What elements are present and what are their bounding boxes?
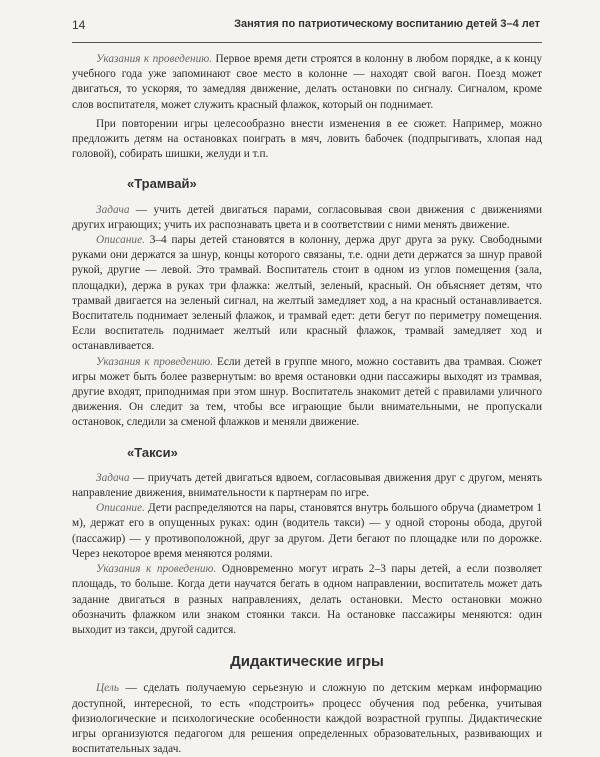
paragraph-text: 3–4 пары детей становятся в колонну, держа друг друга за руку. Свободными руками они держатся за шнур, концы которого связаны, т.е. одни дети держатся за шнур правой рукой, другие — левой. Это трамвай. Воспитатель стоит в одном из углов помещения (зала, площадки), держа в руках три флажка: желтый, зеленый, красный. Он объясняет детям, что трамвай двигается на зеленый сигнал, на желтый замедляет ход, а на красный останавливается. Воспитатель поднимает зеленый флажок, и трамвай едет: дети бегут по периметру помещения. Если воспитатель поднимает желтый или красный флажок, трамвай замедляет ход и останавливается. (72, 234, 542, 353)
task-lead: Задача (96, 203, 130, 216)
paragraph (72, 681, 542, 757)
page-number: 14 (72, 18, 86, 32)
paragraph (72, 471, 542, 501)
paragraph-text: — сделать получаемую серьезную и сложную по детским меркам информацию доступной, интересной, то есть «подстроить» процесс обучения под ребенка, учитывая физиологические и психологические особенности каждой возрастной группы. Дидактические игры организуются педагогом для решения определенных образовательных, развивающих и воспитательных задач. (72, 682, 542, 756)
instructions-lead: Указания к проведению. (96, 53, 213, 65)
section-title-tram: «Трамвай» (127, 176, 197, 192)
paragraph (72, 501, 542, 562)
instructions-lead: Указания к проведению. (96, 355, 214, 368)
task-lead: Задача (96, 471, 130, 484)
description-lead: Описание. (96, 502, 145, 515)
paragraph (72, 233, 542, 355)
paragraph (72, 562, 542, 638)
paragraph (72, 355, 542, 431)
page-body (72, 52, 542, 757)
paragraph-text: — приучать детей двигаться вдвоем, согласовывая движения друг с другом, менять направление движения, внимательности к партнерам по игре. (72, 471, 542, 500)
section-title-didactic: Дидактические игры (230, 653, 384, 671)
header-rule (72, 42, 542, 43)
paragraph-text: Дети распределяются на пары, становятся внутрь большого обруча (диаметром 1 м), держат его в опущенных руках: один (водитель такси) — у одной стороны обода, другой (пассажир) — у противоположной, друг за другом. Дети бегают по площадке или по дорожке. Через некоторое время меняются ролями. (72, 502, 542, 560)
paragraph-text: Первое время дети строятся в колонну в любом порядке, а к концу учебного года уже запоминают свое место в колонне — находят свой вагон. Поезд может двигаться, то ускоряя, то замедляя движение, делать остановки по сигналу. Сигналом, кроме слов воспитателя, может служить красный флажок, который он поднимает. (72, 53, 542, 111)
paragraph-text: — учить детей двигаться парами, согласовывая свои движения с движениями других играющих; учить их распознавать цвета и в соответствии с ними менять движение. (72, 203, 542, 231)
running-title: Занятия по патриотическому воспитанию детей 3–4 лет (234, 18, 540, 30)
paragraph: При повторении игры целесообразно внести изменения в ее сюжет. Например, можно предложить детям на остановках поиграть в мяч, ловить бабочек (подпрыгивать, хлопая над головой), собирать шишки, желуди и т.п. (72, 117, 542, 161)
goal-lead: Цель (96, 682, 119, 695)
description-lead: Описание. (96, 234, 145, 247)
paragraph-text: Если детей в группе много, можно составить два трамвая. Сюжет игры может быть более развернутым: во время остановки одни пассажиры выходят из трамвая, другие входят, приподнимая при этом шнур. Воспитатель знакомит детей с правилами уличного движения. Он следит за тем, чтобы все играющие были внимательными, не пропускали остановок, следили за сменой флажков и меняли движение. (72, 355, 542, 429)
section-title-taxi: «Такси» (127, 444, 178, 460)
page-header (0, 0, 600, 48)
instructions-lead: Указания к проведению. (96, 563, 217, 576)
paragraph-text: Одновременно могут играть 2–3 пары детей, а если позволяет площадь, то больше. Когда дети научатся бегать в одном направлении, воспитатель может дать задание двигаться в разных направлениях, делать остановки. Место остановки можно обозначить флажком или знаком стоянки такси. На остановке пассажиры меняются: один выходит из такси, другой садится. (72, 563, 542, 636)
paragraph (72, 203, 542, 233)
paragraph (72, 52, 542, 113)
